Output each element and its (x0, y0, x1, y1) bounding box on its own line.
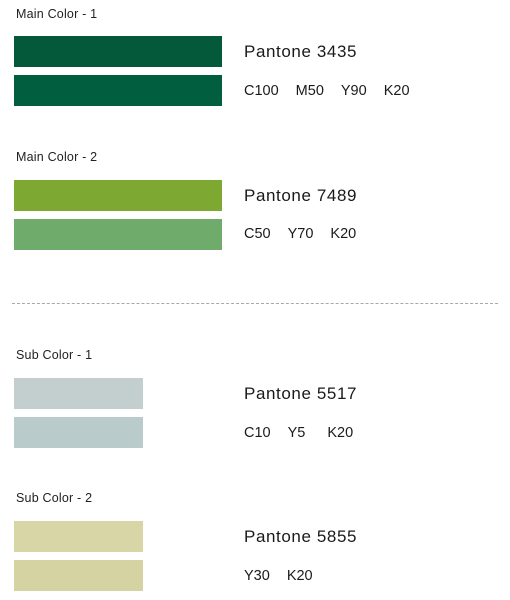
cmyk-value: Y30 (244, 568, 270, 584)
sub-color-2-swatch-top (14, 521, 143, 552)
cmyk-value: C50 (244, 226, 271, 242)
main-color-1-label: Main Color - 1 (16, 7, 98, 21)
sub-color-1-swatch-top (14, 378, 143, 409)
cmyk-value: K20 (330, 226, 357, 242)
sub-color-1-label: Sub Color - 1 (16, 348, 93, 362)
main-color-1-swatch-bottom (14, 75, 222, 106)
sub-color-2-swatch-bottom (14, 560, 143, 591)
main-color-1-cmyk (244, 83, 410, 99)
cmyk-value: C10 (244, 425, 271, 441)
cmyk-value: Y90 (340, 83, 367, 99)
main-color-2-cmyk (244, 226, 356, 242)
cmyk-value: K20 (327, 425, 354, 441)
sub-color-2-cmyk (244, 568, 313, 584)
cmyk-value: K20 (383, 83, 410, 99)
sub-color-1-swatch-bottom (14, 417, 143, 448)
cmyk-value: Y70 (287, 226, 314, 242)
main-color-2-label: Main Color - 2 (16, 150, 98, 164)
section-divider (12, 303, 498, 304)
cmyk-value: M50 (295, 83, 324, 99)
sub-color-1-cmyk (244, 425, 353, 441)
main-color-1-pantone: Pantone 3435 (244, 42, 358, 61)
main-color-1-swatch-top (14, 36, 222, 67)
sub-color-1-pantone: Pantone 5517 (244, 384, 358, 403)
sub-color-2-pantone: Pantone 5855 (244, 527, 358, 546)
cmyk-value: C100 (244, 83, 279, 99)
cmyk-value: Y5 (287, 425, 306, 441)
sub-color-2-label: Sub Color - 2 (16, 491, 93, 505)
main-color-2-swatch-bottom (14, 219, 222, 250)
main-color-2-pantone: Pantone 7489 (244, 186, 358, 205)
cmyk-value: K20 (286, 568, 313, 584)
main-color-2-swatch-top (14, 180, 222, 211)
